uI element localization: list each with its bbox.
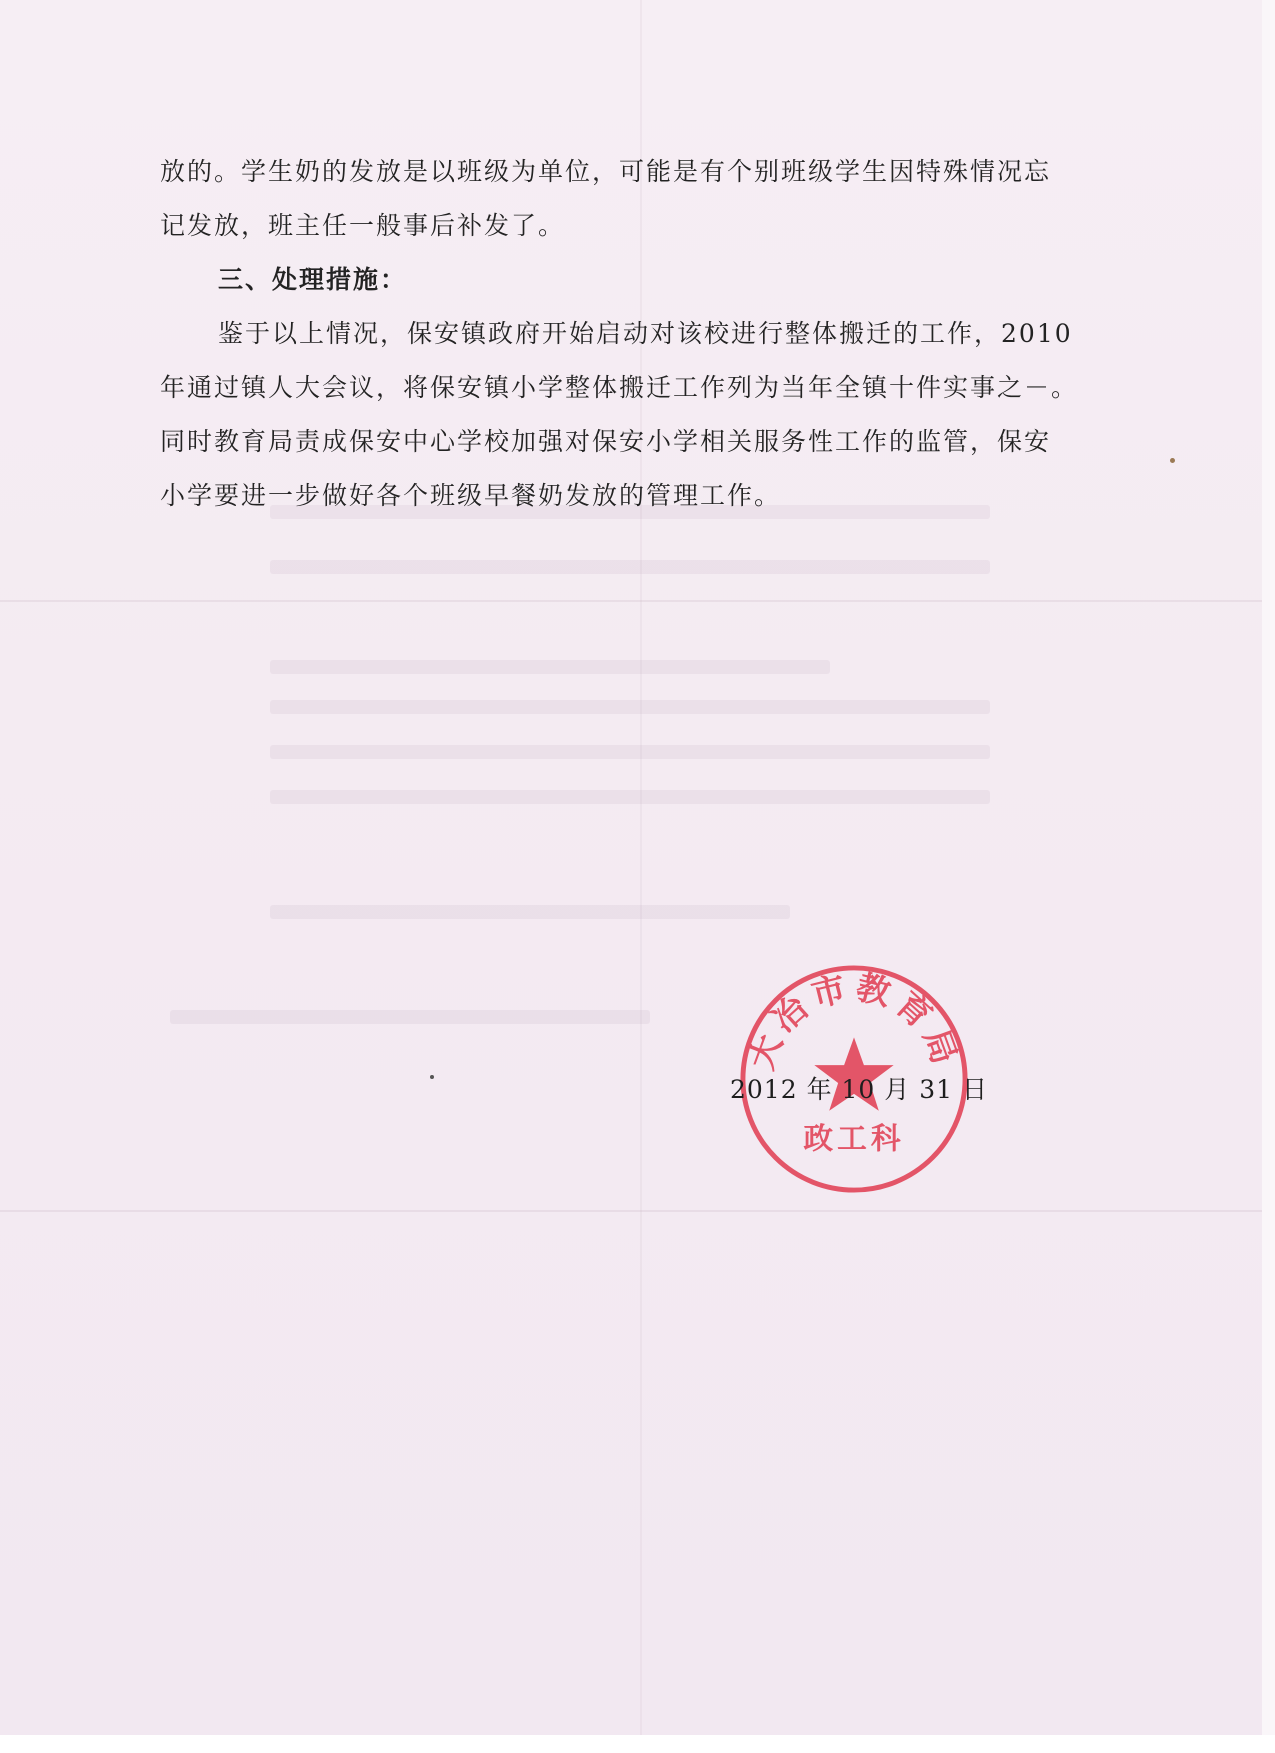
- seal-arc-text: 大冶市教育局: [741, 967, 967, 1075]
- bleed-through-mark: [270, 660, 830, 674]
- paper-speck: [430, 1075, 434, 1079]
- section-heading: 三、处理措施：: [218, 265, 408, 294]
- bleed-through-mark: [270, 790, 990, 804]
- paragraph-line: 小学要进一步做好各个班级早餐奶发放的管理工作。: [160, 481, 782, 510]
- paragraph-line: 鉴于以上情况，保安镇政府开始启动对该校进行整体搬迁的工作，2010: [218, 319, 1073, 348]
- bleed-through-mark: [170, 1010, 650, 1024]
- seal-bottom-text: 政工科: [803, 1121, 905, 1157]
- body-text: [160, 145, 1120, 523]
- paragraph-line: 记发放，班主任一般事后补发了。: [160, 211, 566, 240]
- scan-edge: [1262, 0, 1275, 1753]
- paragraph-line: 放的。学生奶的发放是以班级为单位，可能是有个别班级学生因特殊情况忘: [160, 157, 1052, 186]
- bleed-through-mark: [270, 905, 790, 919]
- bleed-through-mark: [270, 560, 990, 574]
- paragraph-line: 同时教育局责成保安中心学校加强对保安小学相关服务性工作的监管，保安: [160, 427, 1052, 456]
- bleed-through-mark: [270, 745, 990, 759]
- paper-speck: [1170, 458, 1175, 463]
- paper-crease: [0, 600, 1275, 602]
- paragraph-line: 年通过镇人大会议，将保安镇小学整体搬迁工作列为当年全镇十件实事之－。: [160, 373, 1079, 402]
- document-date: 2012 年 10 月 31 日: [730, 1075, 988, 1104]
- scan-edge: [0, 1735, 1275, 1753]
- bleed-through-mark: [270, 700, 990, 714]
- paper-crease: [0, 1210, 1275, 1212]
